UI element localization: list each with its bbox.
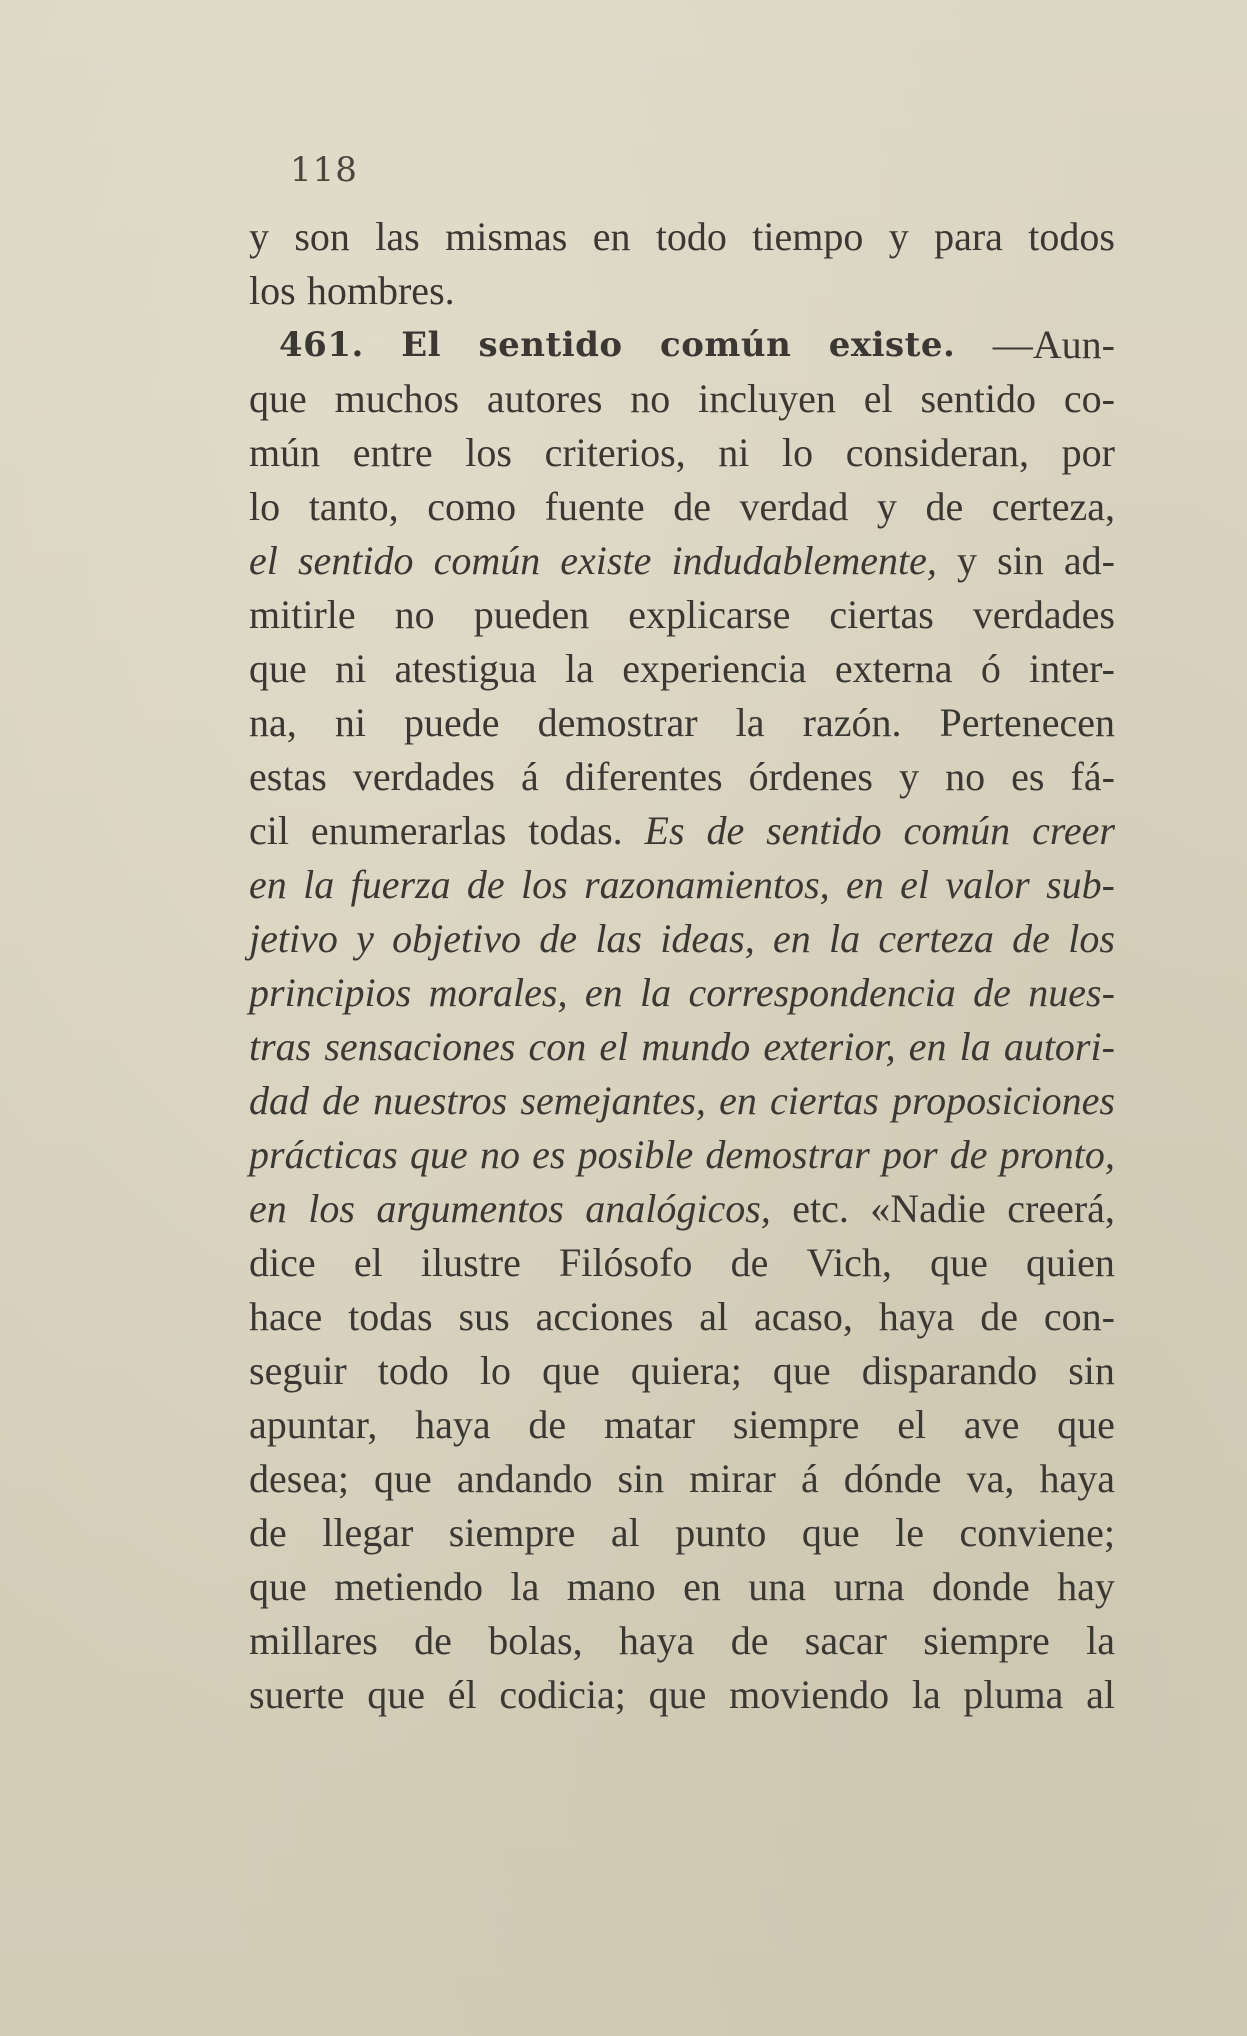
word: siempre xyxy=(923,1618,1050,1663)
word: que xyxy=(1057,1402,1115,1447)
text-line xyxy=(249,210,1115,264)
word: razonamientos, xyxy=(584,862,830,907)
word: co- xyxy=(1063,376,1115,421)
word: en xyxy=(683,1564,721,1609)
word: sentido xyxy=(297,538,414,583)
word: sus xyxy=(458,1294,510,1339)
word: sentido xyxy=(478,325,623,365)
word: certeza, xyxy=(991,484,1115,529)
word: con- xyxy=(1043,1294,1115,1339)
text-line xyxy=(249,804,1115,858)
word: con xyxy=(528,1024,587,1069)
word: todos xyxy=(1028,214,1115,259)
word: la xyxy=(639,970,672,1015)
text-line xyxy=(249,372,1115,426)
word: por xyxy=(882,1132,938,1177)
word: en xyxy=(584,970,623,1015)
word: las xyxy=(375,214,420,259)
word: dad xyxy=(249,1078,309,1123)
word: moviendo xyxy=(729,1672,890,1717)
word: de xyxy=(1012,916,1050,961)
word: existe. xyxy=(828,325,956,365)
word: que xyxy=(374,1456,432,1501)
word: que xyxy=(930,1240,988,1285)
word: hace xyxy=(249,1294,323,1339)
word: de xyxy=(673,484,711,529)
word: existe xyxy=(560,538,652,583)
text-line xyxy=(249,1182,1115,1236)
word: es xyxy=(1011,754,1045,799)
word: mismas xyxy=(445,214,568,259)
word: proposiciones xyxy=(892,1078,1115,1123)
word: exterior, xyxy=(763,1024,896,1069)
word: son xyxy=(294,214,350,259)
word: externa xyxy=(834,646,953,691)
word: indudablemente, xyxy=(671,538,937,583)
word: dónde xyxy=(843,1456,942,1501)
word: inter- xyxy=(1029,646,1115,691)
word: sin xyxy=(617,1456,665,1501)
word: y xyxy=(356,916,374,961)
word: ave xyxy=(963,1402,1020,1447)
word: de xyxy=(730,1618,769,1663)
word: codicia; xyxy=(499,1672,626,1717)
text-line xyxy=(249,1344,1115,1398)
word: que xyxy=(772,1348,831,1393)
word: de xyxy=(973,970,1011,1015)
word: llegar xyxy=(322,1510,414,1555)
word: el xyxy=(249,538,278,583)
word: pronto, xyxy=(999,1132,1115,1177)
word: tanto, xyxy=(308,484,399,529)
word: en xyxy=(908,1024,947,1069)
word: que xyxy=(367,1672,425,1717)
word: de xyxy=(539,916,578,961)
word: mirar xyxy=(689,1456,776,1501)
word: sub- xyxy=(1046,862,1115,907)
word: principios xyxy=(249,970,412,1015)
word: Es xyxy=(644,808,685,853)
word: sensaciones xyxy=(324,1024,516,1069)
word: semejantes, xyxy=(520,1078,706,1123)
word: puede xyxy=(404,700,500,745)
word: el xyxy=(900,862,929,907)
word: á xyxy=(800,1456,819,1501)
word: diferentes xyxy=(564,754,723,799)
word: la xyxy=(735,700,765,745)
word: al xyxy=(1086,1672,1115,1717)
word: no xyxy=(479,1132,520,1177)
word: enumerarlas xyxy=(310,808,507,853)
word: incluyen xyxy=(698,376,836,421)
word: sin xyxy=(997,538,1044,583)
word: todas xyxy=(348,1294,433,1339)
word: donde xyxy=(931,1564,1030,1609)
word: la xyxy=(565,646,594,691)
word: la xyxy=(959,1024,991,1069)
word: conviene; xyxy=(959,1510,1115,1555)
word: en xyxy=(845,862,884,907)
word: jetivo xyxy=(249,916,338,961)
word: haya xyxy=(878,1294,955,1339)
word: los xyxy=(521,862,568,907)
text-line xyxy=(249,480,1115,534)
word: mano xyxy=(566,1564,656,1609)
word: que xyxy=(410,1132,468,1177)
word: hay xyxy=(1057,1564,1115,1609)
word: verdades xyxy=(352,754,495,799)
text-line xyxy=(249,696,1115,750)
word: prácticas xyxy=(249,1132,398,1177)
text-line xyxy=(249,1506,1115,1560)
word: «Nadie xyxy=(870,1186,986,1231)
word: lo xyxy=(479,1348,512,1393)
word: el xyxy=(897,1402,927,1447)
word: quien xyxy=(1026,1240,1115,1285)
word: órdenes xyxy=(748,754,873,799)
word: pluma xyxy=(963,1672,1064,1717)
word: todo xyxy=(377,1348,449,1393)
word: —Aun- xyxy=(992,322,1115,367)
word: de xyxy=(949,1132,988,1177)
text-line xyxy=(249,1668,1115,1722)
word: certeza xyxy=(878,916,994,961)
word: que xyxy=(648,1672,707,1717)
word: no xyxy=(630,376,671,421)
text-line xyxy=(249,1236,1115,1290)
word: por xyxy=(1061,430,1115,475)
word: siempre xyxy=(448,1510,576,1555)
text-line xyxy=(249,966,1115,1020)
word: él xyxy=(447,1672,477,1717)
word: y xyxy=(888,214,909,259)
word: la xyxy=(1086,1618,1115,1663)
word: común xyxy=(660,325,792,365)
word: cil xyxy=(249,808,289,853)
word: etc. xyxy=(792,1186,849,1231)
word: acaso, xyxy=(754,1294,853,1339)
word: sin xyxy=(1068,1348,1115,1393)
word: dice xyxy=(249,1240,316,1285)
word: ciertas xyxy=(770,1078,879,1123)
word: en xyxy=(249,1186,287,1231)
word: la xyxy=(829,916,861,961)
word: haya xyxy=(415,1402,491,1447)
word: las xyxy=(595,916,642,961)
word: de xyxy=(706,808,745,853)
word: urna xyxy=(833,1564,905,1609)
word: fuente xyxy=(544,484,645,529)
word: autores xyxy=(486,376,603,421)
word: consideran, xyxy=(845,430,1029,475)
word: verdad xyxy=(739,484,849,529)
word: no xyxy=(394,592,435,637)
word: el xyxy=(863,376,893,421)
word: que xyxy=(801,1510,860,1555)
word: va, xyxy=(966,1456,1015,1501)
word: desea; xyxy=(249,1456,349,1501)
text-line xyxy=(249,1074,1115,1128)
word: demostrar xyxy=(537,700,698,745)
word: de xyxy=(730,1240,769,1285)
word: siempre xyxy=(732,1402,860,1447)
word: de xyxy=(466,862,505,907)
word: y xyxy=(957,538,978,583)
word: al xyxy=(610,1510,640,1555)
word: la xyxy=(911,1672,941,1717)
text-line xyxy=(249,1020,1115,1074)
word: pueden xyxy=(473,592,590,637)
word: todo xyxy=(655,214,727,259)
page-number: 118 xyxy=(290,150,358,190)
text-line xyxy=(249,750,1115,804)
word: quiera; xyxy=(630,1348,742,1393)
word: y xyxy=(876,484,897,529)
word: suerte xyxy=(249,1672,345,1717)
word: le xyxy=(895,1510,924,1555)
word: disparando xyxy=(861,1348,1038,1393)
text-line xyxy=(249,318,1115,372)
word: posible xyxy=(577,1132,694,1177)
word: en xyxy=(592,214,631,259)
word: es xyxy=(532,1132,566,1177)
word: tras xyxy=(249,1024,312,1069)
word: apuntar, xyxy=(249,1402,378,1447)
word: la xyxy=(303,862,335,907)
word: ilustre xyxy=(420,1240,521,1285)
word: millares xyxy=(249,1618,378,1663)
word: 461. xyxy=(279,325,364,365)
word: demostrar xyxy=(705,1132,870,1177)
word: la xyxy=(510,1564,540,1609)
text-line xyxy=(249,588,1115,642)
text-line xyxy=(249,1290,1115,1344)
word: estas xyxy=(249,754,327,799)
text-line xyxy=(249,1128,1115,1182)
word: hombres. xyxy=(306,268,455,313)
word: argumentos xyxy=(376,1186,564,1231)
word: ideas, xyxy=(660,916,755,961)
word: mún xyxy=(249,430,321,475)
word: como xyxy=(427,484,517,529)
word: de xyxy=(322,1078,360,1123)
word: analógicos, xyxy=(585,1186,771,1231)
word: acciones xyxy=(535,1294,674,1339)
text-line xyxy=(249,264,1115,318)
word: los xyxy=(1068,916,1115,961)
text-line xyxy=(249,858,1115,912)
word: para xyxy=(934,214,1003,259)
word: experiencia xyxy=(622,646,807,691)
word: objetivo xyxy=(392,916,522,961)
word: sacar xyxy=(804,1618,887,1663)
word: seguir xyxy=(249,1348,347,1393)
word: que xyxy=(249,646,307,691)
word: el xyxy=(599,1024,629,1069)
word: en xyxy=(719,1078,757,1123)
word: en xyxy=(249,862,287,907)
word: sentido xyxy=(766,808,882,853)
word: morales, xyxy=(428,970,568,1015)
word: tiempo xyxy=(752,214,864,259)
word: explicarse xyxy=(628,592,791,637)
word: de xyxy=(925,484,964,529)
word: los xyxy=(308,1186,355,1231)
word: de xyxy=(249,1510,287,1555)
word: metiendo xyxy=(334,1564,484,1609)
word: una xyxy=(748,1564,807,1609)
word: de xyxy=(528,1402,567,1447)
word: punto xyxy=(675,1510,767,1555)
word: fá- xyxy=(1070,754,1115,799)
word: El xyxy=(401,325,442,365)
text-line xyxy=(249,1398,1115,1452)
word: haya xyxy=(1039,1456,1115,1501)
word: verdades xyxy=(972,592,1115,637)
word: entre xyxy=(352,430,433,475)
word: muchos xyxy=(334,376,460,421)
text-line xyxy=(249,1614,1115,1668)
body-text xyxy=(249,210,1115,1722)
word: ni xyxy=(334,700,366,745)
word: fuerza xyxy=(350,862,451,907)
word: Vich, xyxy=(806,1240,892,1285)
text-line xyxy=(249,642,1115,696)
word: que xyxy=(249,376,307,421)
word: ad- xyxy=(1063,538,1115,583)
word: nues- xyxy=(1028,970,1115,1015)
word: razón. xyxy=(802,700,902,745)
word: Pertenecen xyxy=(939,700,1115,745)
word: mundo xyxy=(641,1024,751,1069)
word: atestigua xyxy=(394,646,537,691)
word: de xyxy=(980,1294,1018,1339)
word: nuestros xyxy=(373,1078,508,1123)
word: que xyxy=(249,1564,307,1609)
word: los xyxy=(465,430,512,475)
word: correspondencia xyxy=(688,970,956,1015)
word: autori- xyxy=(1003,1024,1115,1069)
word: creerá, xyxy=(1007,1186,1115,1231)
word: andando xyxy=(456,1456,593,1501)
word: todas. xyxy=(528,808,623,853)
word: al xyxy=(699,1294,729,1339)
word: los xyxy=(249,268,296,313)
text-line xyxy=(249,426,1115,480)
text-line xyxy=(249,1560,1115,1614)
word: de xyxy=(414,1618,452,1663)
word: el xyxy=(353,1240,383,1285)
word: lo xyxy=(782,430,814,475)
word: lo xyxy=(249,484,281,529)
word: valor xyxy=(945,862,1030,907)
word: criterios, xyxy=(544,430,686,475)
word: común xyxy=(903,808,1011,853)
word: y xyxy=(249,214,269,259)
word: sentido xyxy=(920,376,1037,421)
word: mitirle xyxy=(249,592,356,637)
text-line xyxy=(249,1452,1115,1506)
word: ciertas xyxy=(829,592,934,637)
word: no xyxy=(945,754,986,799)
word: bolas, xyxy=(488,1618,583,1663)
text-line xyxy=(249,534,1115,588)
word: haya xyxy=(618,1618,695,1663)
word: Filósofo xyxy=(559,1240,693,1285)
word: creer xyxy=(1032,808,1115,853)
word: ni xyxy=(718,430,750,475)
word: á xyxy=(521,754,539,799)
word: que xyxy=(542,1348,600,1393)
word: matar xyxy=(603,1402,696,1447)
text-line xyxy=(249,912,1115,966)
word: ni xyxy=(335,646,367,691)
word: na, xyxy=(249,700,297,745)
word: común xyxy=(433,538,541,583)
word: en xyxy=(772,916,811,961)
word: y xyxy=(899,754,920,799)
word: ó xyxy=(980,646,1001,691)
